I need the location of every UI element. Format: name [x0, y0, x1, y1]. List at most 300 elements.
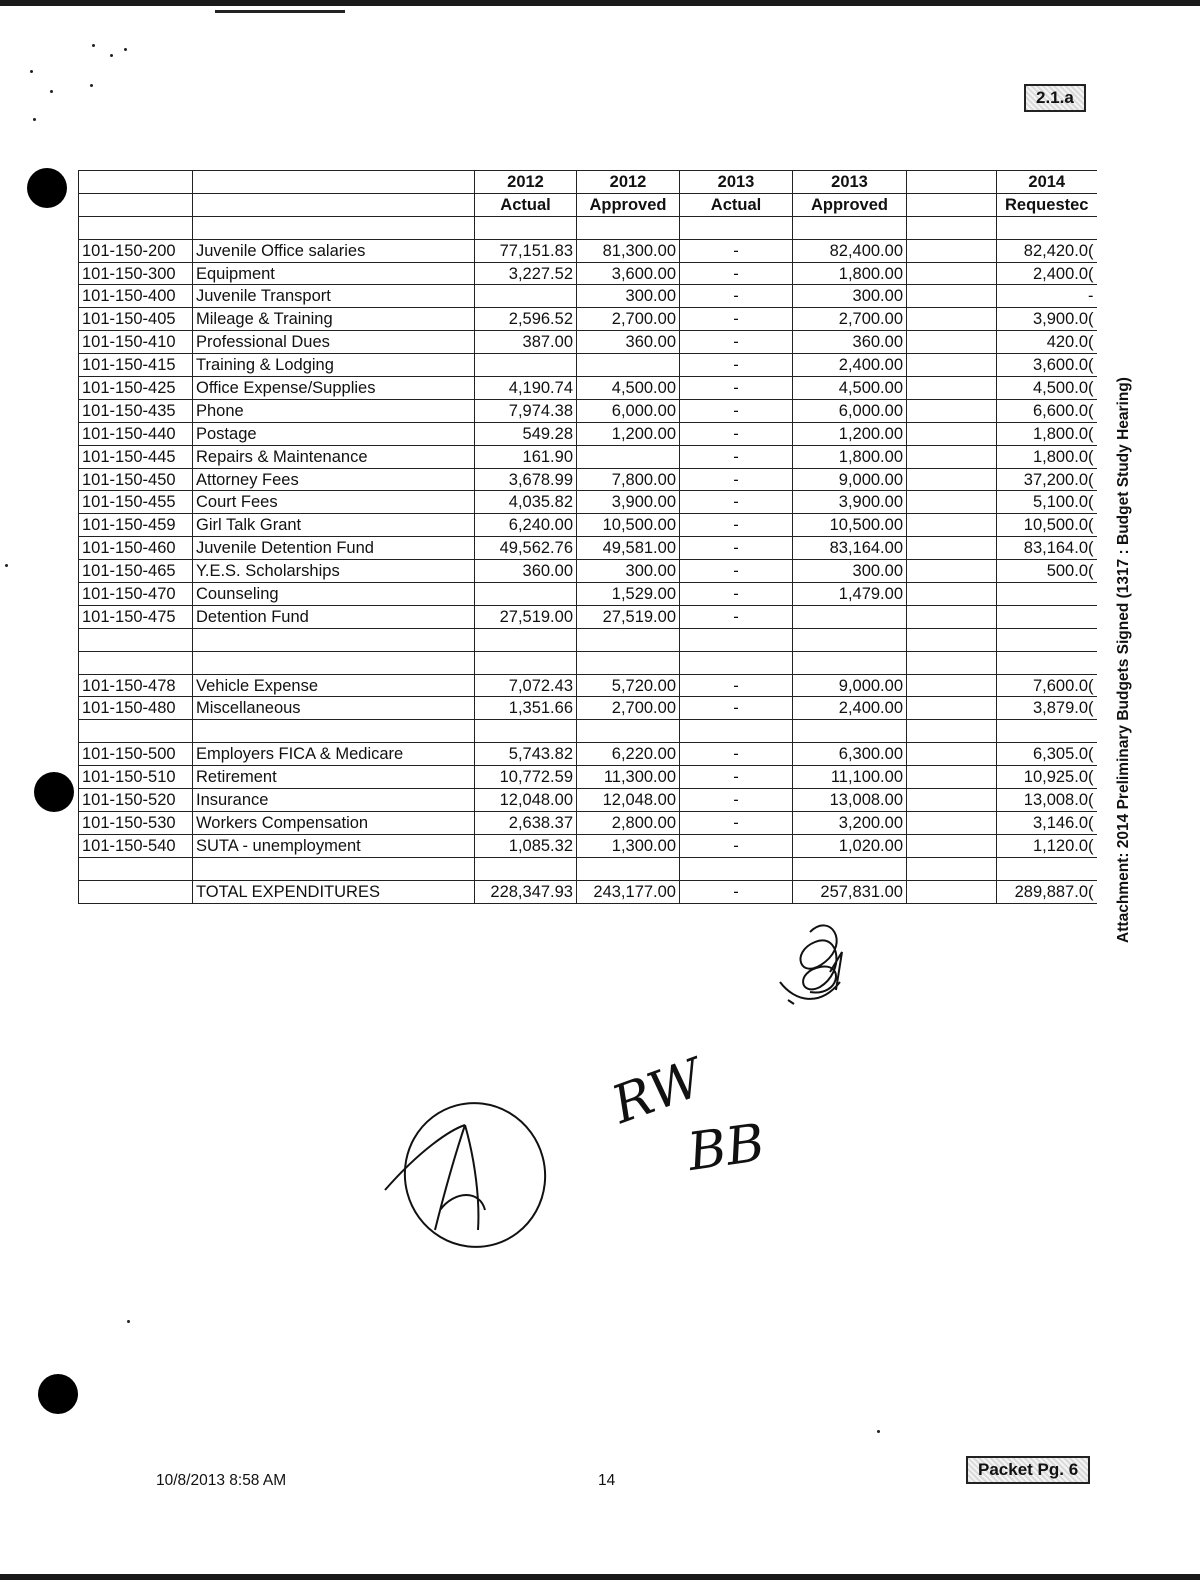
approved-2013-cell: [793, 651, 907, 674]
account-code-cell: 101-150-425: [79, 377, 193, 400]
actual-2012-cell: 1,351.66: [475, 697, 577, 720]
requested-2014-cell: 3,879.0(: [997, 697, 1097, 720]
requested-2014-cell: 83,164.0(: [997, 537, 1097, 560]
table-row: [79, 560, 1097, 583]
approved-2012-cell: [577, 354, 680, 377]
table-row: [79, 308, 1097, 331]
table-row: [79, 537, 1097, 560]
line-item-name-cell: Court Fees: [193, 491, 475, 514]
blank-column-cell: [907, 331, 997, 354]
account-code-cell: [79, 651, 193, 674]
table-row: [79, 857, 1097, 880]
approved-2012-cell: 49,581.00: [577, 537, 680, 560]
scan-speck: [127, 1320, 130, 1323]
header-label-cell: [193, 193, 475, 216]
scan-speck: [124, 48, 127, 51]
approved-2013-cell: 1,200.00: [793, 422, 907, 445]
table-row: [79, 834, 1097, 857]
actual-2012-cell: 49,562.76: [475, 537, 577, 560]
approved-2013-cell: 3,900.00: [793, 491, 907, 514]
line-item-name-cell: Vehicle Expense: [193, 674, 475, 697]
requested-2014-cell: 3,146.0(: [997, 811, 1097, 834]
approved-2013-cell: 82,400.00: [793, 239, 907, 262]
blank-column-cell: [907, 743, 997, 766]
table-row: [79, 422, 1097, 445]
table-row: [79, 811, 1097, 834]
table-row: [79, 399, 1097, 422]
approved-2012-cell: 11,300.00: [577, 766, 680, 789]
account-code-cell: 101-150-478: [79, 674, 193, 697]
approved-2012-cell: [577, 628, 680, 651]
header-label-cell: [907, 193, 997, 216]
approved-2012-cell: 6,000.00: [577, 399, 680, 422]
actual-2012-cell: [475, 216, 577, 239]
requested-2014-cell: 2,400.0(: [997, 262, 1097, 285]
table-row: [79, 789, 1097, 812]
table-row: [79, 262, 1097, 285]
line-item-name-cell: Professional Dues: [193, 331, 475, 354]
line-item-name-cell: Training & Lodging: [193, 354, 475, 377]
requested-2014-cell: [997, 651, 1097, 674]
header-year-cell: [907, 171, 997, 194]
approved-2013-cell: 1,800.00: [793, 445, 907, 468]
requested-2014-cell: 1,800.0(: [997, 422, 1097, 445]
line-item-name-cell: Repairs & Maintenance: [193, 445, 475, 468]
line-item-name-cell: Miscellaneous: [193, 697, 475, 720]
actual-2012-cell: 10,772.59: [475, 766, 577, 789]
blank-column-cell: [907, 491, 997, 514]
scan-mark: [215, 10, 345, 13]
requested-2014-cell: 6,600.0(: [997, 399, 1097, 422]
requested-2014-cell: [997, 605, 1097, 628]
actual-2013-cell: -: [680, 491, 793, 514]
actual-2012-cell: 5,743.82: [475, 743, 577, 766]
approved-2013-cell: 9,000.00: [793, 674, 907, 697]
approved-2013-cell: 6,000.00: [793, 399, 907, 422]
approved-2012-cell: 5,720.00: [577, 674, 680, 697]
requested-2014-cell: 420.0(: [997, 331, 1097, 354]
actual-2013-cell: -: [680, 331, 793, 354]
blank-column-cell: [907, 857, 997, 880]
header-year-row: [79, 171, 1097, 194]
header-year-cell: 2013: [793, 171, 907, 194]
table-row: [79, 514, 1097, 537]
account-code-cell: 101-150-440: [79, 422, 193, 445]
binder-hole-bottom: [38, 1374, 78, 1414]
approved-2012-cell: [577, 720, 680, 743]
line-item-name-cell: [193, 216, 475, 239]
blank-column-cell: [907, 651, 997, 674]
approved-2013-cell: 11,100.00: [793, 766, 907, 789]
line-item-name-cell: Equipment: [193, 262, 475, 285]
requested-2014-cell: 3,900.0(: [997, 308, 1097, 331]
approved-2013-cell: [793, 216, 907, 239]
actual-2013-cell: [680, 651, 793, 674]
blank-column-cell: [907, 262, 997, 285]
blank-column-cell: [907, 216, 997, 239]
approved-2012-cell: 300.00: [577, 285, 680, 308]
initials-rw: RW: [604, 1048, 711, 1136]
table-row: [79, 697, 1097, 720]
line-item-name-cell: TOTAL EXPENDITURES: [193, 880, 475, 903]
actual-2012-cell: [475, 857, 577, 880]
line-item-name-cell: Y.E.S. Scholarships: [193, 560, 475, 583]
header-year-cell: 2012: [475, 171, 577, 194]
actual-2012-cell: 3,678.99: [475, 468, 577, 491]
binder-hole-top: [27, 168, 67, 208]
requested-2014-cell: 13,008.0(: [997, 789, 1097, 812]
approved-2012-cell: 4,500.00: [577, 377, 680, 400]
account-code-cell: 101-150-480: [79, 697, 193, 720]
requested-2014-cell: 1,800.0(: [997, 445, 1097, 468]
approved-2013-cell: [793, 857, 907, 880]
approved-2012-cell: 300.00: [577, 560, 680, 583]
blank-column-cell: [907, 834, 997, 857]
account-code-cell: 101-150-465: [79, 560, 193, 583]
line-item-name-cell: Juvenile Detention Fund: [193, 537, 475, 560]
line-item-name-cell: SUTA - unemployment: [193, 834, 475, 857]
account-code-cell: [79, 628, 193, 651]
header-label-cell: [79, 193, 193, 216]
actual-2013-cell: -: [680, 377, 793, 400]
actual-2013-cell: [680, 720, 793, 743]
account-code-cell: 101-150-435: [79, 399, 193, 422]
approved-2013-cell: 9,000.00: [793, 468, 907, 491]
requested-2014-cell: 7,600.0(: [997, 674, 1097, 697]
requested-2014-cell: 6,305.0(: [997, 743, 1097, 766]
actual-2012-cell: [475, 720, 577, 743]
table-row: [79, 331, 1097, 354]
account-code-cell: 101-150-445: [79, 445, 193, 468]
header-label-cell: Approved: [577, 193, 680, 216]
line-item-name-cell: Girl Talk Grant: [193, 514, 475, 537]
table-row: [79, 445, 1097, 468]
line-item-name-cell: [193, 720, 475, 743]
requested-2014-cell: [997, 216, 1097, 239]
approved-2012-cell: 3,900.00: [577, 491, 680, 514]
actual-2012-cell: 7,072.43: [475, 674, 577, 697]
table-row: [79, 377, 1097, 400]
blank-column-cell: [907, 674, 997, 697]
approved-2012-cell: 2,700.00: [577, 697, 680, 720]
actual-2012-cell: [475, 651, 577, 674]
blank-column-cell: [907, 560, 997, 583]
actual-2013-cell: -: [680, 308, 793, 331]
blank-column-cell: [907, 811, 997, 834]
account-code-cell: 101-150-520: [79, 789, 193, 812]
page-number: 14: [598, 1472, 616, 1489]
account-code-cell: [79, 880, 193, 903]
account-code-cell: 101-150-510: [79, 766, 193, 789]
actual-2012-cell: 77,151.83: [475, 239, 577, 262]
line-item-name-cell: Office Expense/Supplies: [193, 377, 475, 400]
line-item-name-cell: Juvenile Office salaries: [193, 239, 475, 262]
approved-2012-cell: 2,800.00: [577, 811, 680, 834]
account-code-cell: 101-150-530: [79, 811, 193, 834]
header-label-cell: Requestec: [997, 193, 1097, 216]
approved-2012-cell: 10,500.00: [577, 514, 680, 537]
requested-2014-cell: 10,925.0(: [997, 766, 1097, 789]
approved-2012-cell: 6,220.00: [577, 743, 680, 766]
requested-2014-cell: 10,500.0(: [997, 514, 1097, 537]
table-row: [79, 285, 1097, 308]
table-row: [79, 766, 1097, 789]
line-item-name-cell: [193, 857, 475, 880]
header-label-row: [79, 193, 1097, 216]
line-item-name-cell: Juvenile Transport: [193, 285, 475, 308]
approved-2013-cell: 1,020.00: [793, 834, 907, 857]
requested-2014-cell: 3,600.0(: [997, 354, 1097, 377]
actual-2012-cell: [475, 628, 577, 651]
actual-2012-cell: 4,035.82: [475, 491, 577, 514]
table-row: [79, 468, 1097, 491]
account-code-cell: 101-150-455: [79, 491, 193, 514]
requested-2014-cell: 4,500.0(: [997, 377, 1097, 400]
requested-2014-cell: 37,200.0(: [997, 468, 1097, 491]
actual-2012-cell: 2,596.52: [475, 308, 577, 331]
circled-initial-signature: [380, 1090, 560, 1260]
line-item-name-cell: Attorney Fees: [193, 468, 475, 491]
approved-2013-cell: 1,479.00: [793, 583, 907, 606]
scan-speck: [33, 118, 36, 121]
actual-2013-cell: [680, 628, 793, 651]
actual-2013-cell: -: [680, 422, 793, 445]
approved-2013-cell: 300.00: [793, 560, 907, 583]
print-timestamp: 10/8/2013 8:58 AM: [156, 1472, 287, 1489]
blank-column-cell: [907, 789, 997, 812]
line-item-name-cell: [193, 628, 475, 651]
account-code-cell: 101-150-450: [79, 468, 193, 491]
actual-2012-cell: 4,190.74: [475, 377, 577, 400]
table-row: [79, 216, 1097, 239]
blank-column-cell: [907, 697, 997, 720]
actual-2013-cell: -: [680, 811, 793, 834]
table-row: [79, 720, 1097, 743]
header-year-cell: 2013: [680, 171, 793, 194]
actual-2013-cell: [680, 857, 793, 880]
table-row: [79, 743, 1097, 766]
blank-column-cell: [907, 605, 997, 628]
blank-column-cell: [907, 422, 997, 445]
blank-column-cell: [907, 514, 997, 537]
blank-column-cell: [907, 468, 997, 491]
line-item-name-cell: Workers Compensation: [193, 811, 475, 834]
account-code-cell: 101-150-459: [79, 514, 193, 537]
header-year-cell: 2012: [577, 171, 680, 194]
actual-2013-cell: -: [680, 239, 793, 262]
blank-column-cell: [907, 308, 997, 331]
blank-column-cell: [907, 766, 997, 789]
account-code-cell: 101-150-540: [79, 834, 193, 857]
approved-2013-cell: 300.00: [793, 285, 907, 308]
line-item-name-cell: Employers FICA & Medicare: [193, 743, 475, 766]
actual-2012-cell: [475, 285, 577, 308]
approved-2013-cell: [793, 720, 907, 743]
line-item-name-cell: Retirement: [193, 766, 475, 789]
approved-2013-cell: 2,700.00: [793, 308, 907, 331]
blank-column-cell: [907, 628, 997, 651]
requested-2014-cell: -: [997, 285, 1097, 308]
header-year-cell: [193, 171, 475, 194]
line-item-name-cell: Phone: [193, 399, 475, 422]
requested-2014-cell: 289,887.0(: [997, 880, 1097, 903]
actual-2013-cell: -: [680, 674, 793, 697]
actual-2013-cell: -: [680, 697, 793, 720]
actual-2013-cell: -: [680, 285, 793, 308]
actual-2013-cell: [680, 216, 793, 239]
total-row: [79, 880, 1097, 903]
approved-2012-cell: 27,519.00: [577, 605, 680, 628]
approved-2012-cell: 81,300.00: [577, 239, 680, 262]
blank-column-cell: [907, 583, 997, 606]
requested-2014-cell: [997, 857, 1097, 880]
actual-2013-cell: -: [680, 354, 793, 377]
actual-2013-cell: -: [680, 468, 793, 491]
table-row: [79, 491, 1097, 514]
actual-2013-cell: -: [680, 583, 793, 606]
approved-2013-cell: 13,008.00: [793, 789, 907, 812]
account-code-cell: 101-150-460: [79, 537, 193, 560]
actual-2012-cell: 228,347.93: [475, 880, 577, 903]
account-code-cell: 101-150-200: [79, 239, 193, 262]
approved-2013-cell: [793, 628, 907, 651]
approved-2013-cell: 2,400.00: [793, 697, 907, 720]
line-item-name-cell: Mileage & Training: [193, 308, 475, 331]
blank-column-cell: [907, 399, 997, 422]
account-code-cell: [79, 857, 193, 880]
approved-2012-cell: [577, 445, 680, 468]
approved-2013-cell: 257,831.00: [793, 880, 907, 903]
blank-column-cell: [907, 377, 997, 400]
actual-2012-cell: 161.90: [475, 445, 577, 468]
approved-2013-cell: 4,500.00: [793, 377, 907, 400]
blank-column-cell: [907, 720, 997, 743]
actual-2013-cell: -: [680, 399, 793, 422]
blank-column-cell: [907, 285, 997, 308]
actual-2013-cell: -: [680, 743, 793, 766]
actual-2012-cell: [475, 354, 577, 377]
account-code-cell: 101-150-300: [79, 262, 193, 285]
approved-2013-cell: [793, 605, 907, 628]
header-label-cell: Approved: [793, 193, 907, 216]
actual-2013-cell: -: [680, 560, 793, 583]
packet-page-stamp: Packet Pg. 6: [966, 1456, 1090, 1484]
account-code-cell: 101-150-405: [79, 308, 193, 331]
account-code-cell: 101-150-415: [79, 354, 193, 377]
scan-speck: [30, 70, 33, 73]
requested-2014-cell: [997, 583, 1097, 606]
requested-2014-cell: [997, 720, 1097, 743]
approved-2013-cell: 83,164.00: [793, 537, 907, 560]
actual-2013-cell: -: [680, 880, 793, 903]
requested-2014-cell: 500.0(: [997, 560, 1097, 583]
scan-speck: [877, 1430, 880, 1433]
account-code-cell: 101-150-500: [79, 743, 193, 766]
account-code-cell: 101-150-470: [79, 583, 193, 606]
scan-bottom-edge: [0, 1574, 1200, 1580]
requested-2014-cell: [997, 628, 1097, 651]
table-row: [79, 354, 1097, 377]
account-code-cell: 101-150-400: [79, 285, 193, 308]
line-item-name-cell: [193, 651, 475, 674]
approved-2012-cell: 1,300.00: [577, 834, 680, 857]
line-item-name-cell: Counseling: [193, 583, 475, 606]
account-code-cell: [79, 216, 193, 239]
initials-bb: BB: [684, 1112, 769, 1184]
approved-2012-cell: 2,700.00: [577, 308, 680, 331]
header-year-cell: 2014: [997, 171, 1097, 194]
approved-2013-cell: 3,200.00: [793, 811, 907, 834]
blank-column-cell: [907, 239, 997, 262]
header-label-cell: Actual: [680, 193, 793, 216]
account-code-cell: 101-150-475: [79, 605, 193, 628]
approved-2012-cell: [577, 216, 680, 239]
approved-2013-cell: 2,400.00: [793, 354, 907, 377]
blank-column-cell: [907, 354, 997, 377]
table-row: [79, 583, 1097, 606]
approved-2013-cell: 10,500.00: [793, 514, 907, 537]
actual-2013-cell: -: [680, 514, 793, 537]
actual-2013-cell: -: [680, 605, 793, 628]
scan-speck: [90, 84, 93, 87]
approved-2012-cell: 1,200.00: [577, 422, 680, 445]
table-row: [79, 605, 1097, 628]
scan-top-edge: [0, 0, 1200, 6]
actual-2012-cell: 3,227.52: [475, 262, 577, 285]
requested-2014-cell: 1,120.0(: [997, 834, 1097, 857]
line-item-name-cell: Postage: [193, 422, 475, 445]
header-label-cell: Actual: [475, 193, 577, 216]
actual-2013-cell: -: [680, 766, 793, 789]
blank-column-cell: [907, 537, 997, 560]
actual-2012-cell: 6,240.00: [475, 514, 577, 537]
actual-2013-cell: -: [680, 537, 793, 560]
table-row: [79, 628, 1097, 651]
approved-2012-cell: [577, 857, 680, 880]
actual-2013-cell: -: [680, 445, 793, 468]
line-item-name-cell: Detention Fund: [193, 605, 475, 628]
approved-2012-cell: 360.00: [577, 331, 680, 354]
table-row: [79, 651, 1097, 674]
actual-2013-cell: -: [680, 262, 793, 285]
requested-2014-cell: 5,100.0(: [997, 491, 1097, 514]
scan-speck: [92, 44, 95, 47]
approved-2012-cell: 1,529.00: [577, 583, 680, 606]
table-row: [79, 674, 1097, 697]
scan-speck: [110, 54, 113, 57]
actual-2012-cell: 549.28: [475, 422, 577, 445]
actual-2012-cell: [475, 583, 577, 606]
actual-2012-cell: 387.00: [475, 331, 577, 354]
blank-column-cell: [907, 880, 997, 903]
budget-table: [78, 170, 1097, 904]
account-code-cell: 101-150-410: [79, 331, 193, 354]
approved-2013-cell: 360.00: [793, 331, 907, 354]
actual-2012-cell: 360.00: [475, 560, 577, 583]
actual-2012-cell: 2,638.37: [475, 811, 577, 834]
binder-hole-middle: [34, 772, 74, 812]
signature-scribble: [770, 912, 860, 1022]
line-item-name-cell: Insurance: [193, 789, 475, 812]
approved-2012-cell: 3,600.00: [577, 262, 680, 285]
scan-speck: [5, 564, 8, 567]
approved-2012-cell: 12,048.00: [577, 789, 680, 812]
actual-2012-cell: 1,085.32: [475, 834, 577, 857]
actual-2012-cell: 27,519.00: [475, 605, 577, 628]
account-code-cell: [79, 720, 193, 743]
approved-2013-cell: 1,800.00: [793, 262, 907, 285]
actual-2012-cell: 7,974.38: [475, 399, 577, 422]
